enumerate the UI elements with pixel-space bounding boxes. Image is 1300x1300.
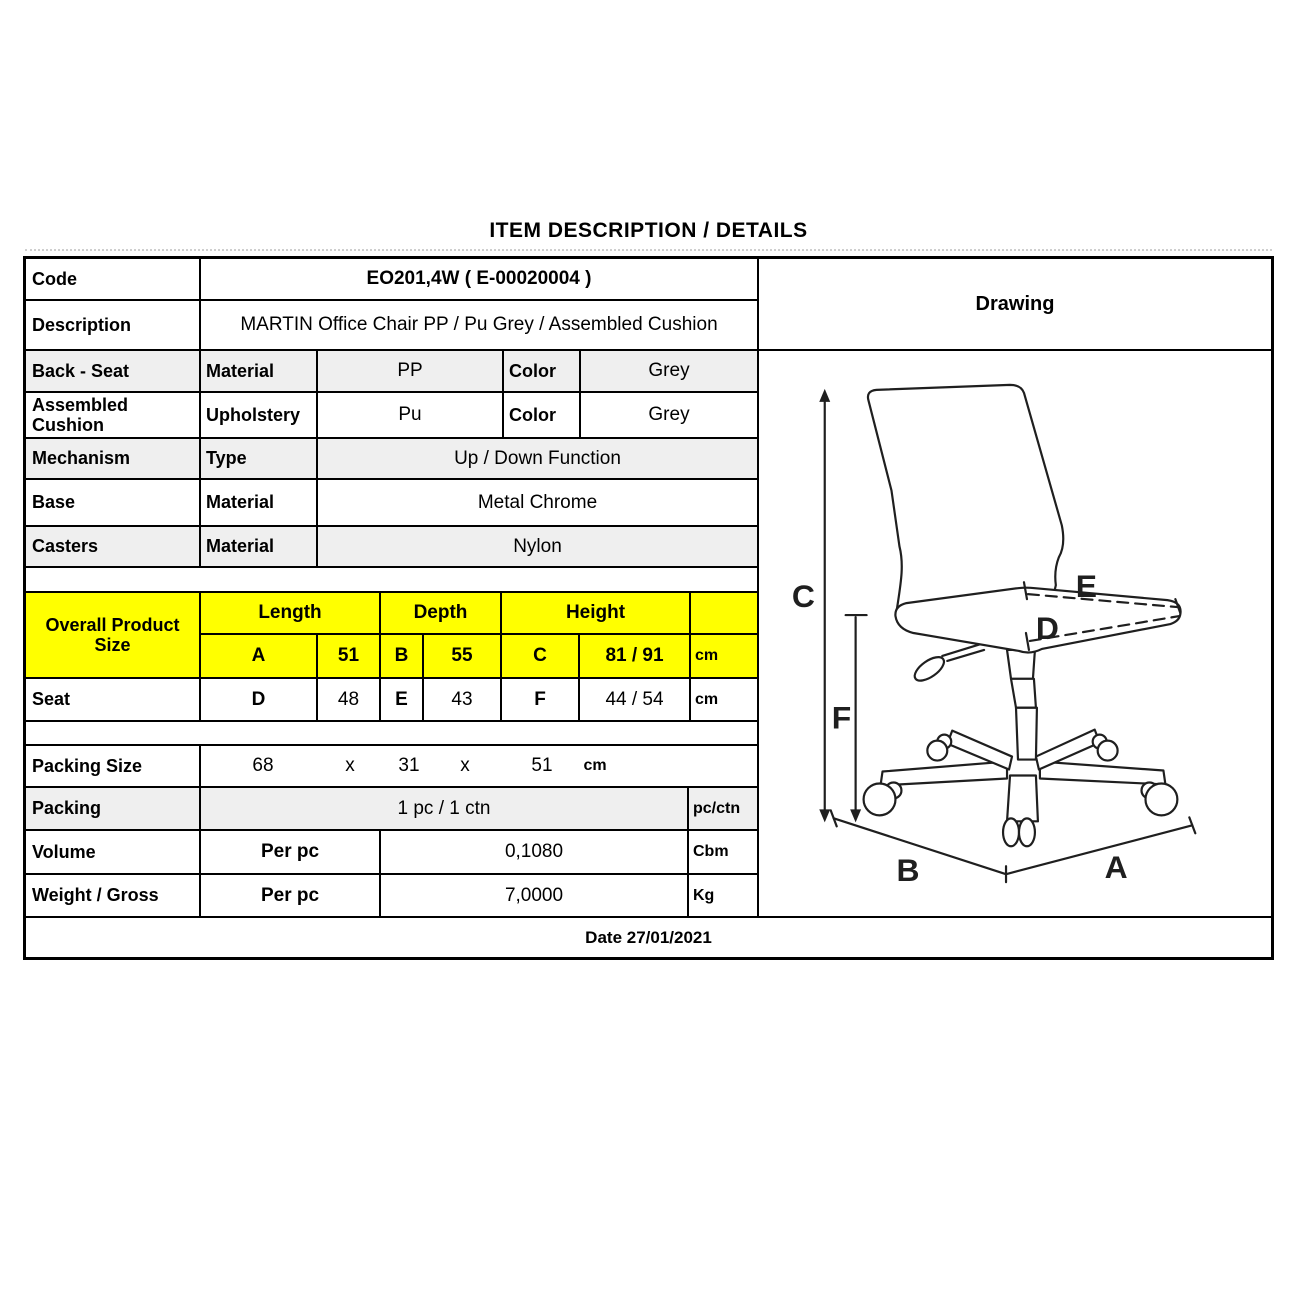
dim-key-f: F xyxy=(501,678,579,721)
arrowhead xyxy=(850,809,861,822)
spec-row-label-text: Assembled Cushion xyxy=(32,394,129,435)
drawing-label-c: C xyxy=(791,578,815,615)
page-title: ITEM DESCRIPTION / DETAILS xyxy=(489,219,808,242)
base-leg xyxy=(1040,762,1166,785)
spec-row-attr2: Color xyxy=(503,350,580,392)
spec-row-value: Nylon xyxy=(317,526,758,567)
separator-row xyxy=(25,567,758,592)
packing-size-value xyxy=(200,745,758,787)
packing-size-unit: cm xyxy=(583,757,607,775)
spec-row-label: Casters xyxy=(25,526,200,567)
packing-size-v1: 68 xyxy=(252,755,274,777)
code-value: EO201,4W ( E-00020004 ) xyxy=(200,258,758,300)
dim-key-e: E xyxy=(380,678,423,721)
packing-size-v2: 31 xyxy=(398,755,420,777)
base-leg xyxy=(881,762,1008,786)
dotted-divider xyxy=(25,249,1272,251)
spec-row-label: Back - Seat xyxy=(25,350,200,392)
caster-wheel xyxy=(1003,818,1019,846)
date-row: Date 27/01/2021 xyxy=(25,917,1272,958)
volume-value: 0,1080 xyxy=(380,830,688,874)
dim-value-f: 44 / 54 xyxy=(579,678,690,721)
spec-row-label xyxy=(25,392,200,438)
description-label: Description xyxy=(25,300,200,350)
caster-wheel xyxy=(1019,818,1035,846)
length-header: Length xyxy=(200,592,380,634)
height-header: Height xyxy=(501,592,690,634)
dim-unit: cm xyxy=(690,678,758,721)
dim-key-a: A xyxy=(200,634,317,678)
overall-size-label-text: Overall Product Size xyxy=(45,614,180,655)
weight-per: Per pc xyxy=(200,874,380,917)
dim-value-e: 43 xyxy=(423,678,501,721)
packing-size-v3: 51 xyxy=(531,755,553,777)
drawing-panel xyxy=(758,350,1272,917)
drawing-label-e: E xyxy=(1075,568,1098,605)
chair-backrest xyxy=(868,385,1063,612)
lever-arm xyxy=(942,644,984,661)
dim-value-c: 81 / 91 xyxy=(579,634,690,678)
dim-value-a: 51 xyxy=(317,634,380,678)
drawing-label-a: A xyxy=(1104,849,1128,886)
caster-wheel xyxy=(1145,783,1177,815)
caster-wheel xyxy=(864,783,896,815)
packing-label: Packing xyxy=(25,787,200,830)
gas-lift xyxy=(1011,679,1036,708)
spec-row-attr: Material xyxy=(200,479,317,526)
spec-row-attr2: Color xyxy=(503,392,580,438)
dimension-header-spacer xyxy=(690,592,758,634)
volume-unit: Cbm xyxy=(688,830,758,874)
overall-size-label xyxy=(25,592,200,678)
packing-size-x1: x xyxy=(345,755,355,777)
dim-unit: cm xyxy=(690,634,758,678)
drawing-label-b: B xyxy=(896,852,920,889)
spec-row-value: Pu xyxy=(317,392,503,438)
weight-unit: Kg xyxy=(688,874,758,917)
packing-size-label: Packing Size xyxy=(25,745,200,787)
arrowhead xyxy=(819,389,830,402)
packing-size-x2: x xyxy=(460,755,470,777)
volume-label: Volume xyxy=(25,830,200,874)
chair-drawing xyxy=(759,351,1271,916)
gas-lift xyxy=(1016,708,1037,760)
spec-row-attr: Upholstery xyxy=(200,392,317,438)
lever-handle xyxy=(911,653,948,685)
base-leg xyxy=(1007,775,1038,821)
drawing-label-f: F xyxy=(831,699,852,736)
spec-row-attr: Material xyxy=(200,350,317,392)
weight-label: Weight / Gross xyxy=(25,874,200,917)
spec-row-label: Base xyxy=(25,479,200,526)
dim-key-c: C xyxy=(501,634,579,678)
code-label: Code xyxy=(25,258,200,300)
spec-row-value: Metal Chrome xyxy=(317,479,758,526)
volume-per: Per pc xyxy=(200,830,380,874)
dim-key-d: D xyxy=(200,678,317,721)
depth-header: Depth xyxy=(380,592,501,634)
spec-row-value2: Grey xyxy=(580,350,758,392)
weight-value: 7,0000 xyxy=(380,874,688,917)
gas-lift xyxy=(1007,650,1035,679)
drawing-label-d: D xyxy=(1035,609,1059,646)
separator-row xyxy=(25,721,758,745)
caster-wheel xyxy=(927,741,947,761)
dim-line-b xyxy=(834,818,1006,874)
dim-key-b: B xyxy=(380,634,423,678)
dim-value-b: 55 xyxy=(423,634,501,678)
description-value: MARTIN Office Chair PP / Pu Grey / Assembled Cushion xyxy=(200,300,758,350)
spec-row-value: Up / Down Function xyxy=(317,438,758,479)
spec-row-value2: Grey xyxy=(580,392,758,438)
arrowhead xyxy=(819,809,830,822)
packing-unit: pc/ctn xyxy=(688,787,758,830)
spec-row-attr: Material xyxy=(200,526,317,567)
spec-row-value: PP xyxy=(317,350,503,392)
spec-row-attr: Type xyxy=(200,438,317,479)
packing-value: 1 pc / 1 ctn xyxy=(200,787,688,830)
dim-value-d: 48 xyxy=(317,678,380,721)
caster-wheel xyxy=(1098,741,1118,761)
spec-row-label: Mechanism xyxy=(25,438,200,479)
seat-row-label: Seat xyxy=(25,678,200,721)
drawing-header: Drawing xyxy=(758,258,1272,350)
